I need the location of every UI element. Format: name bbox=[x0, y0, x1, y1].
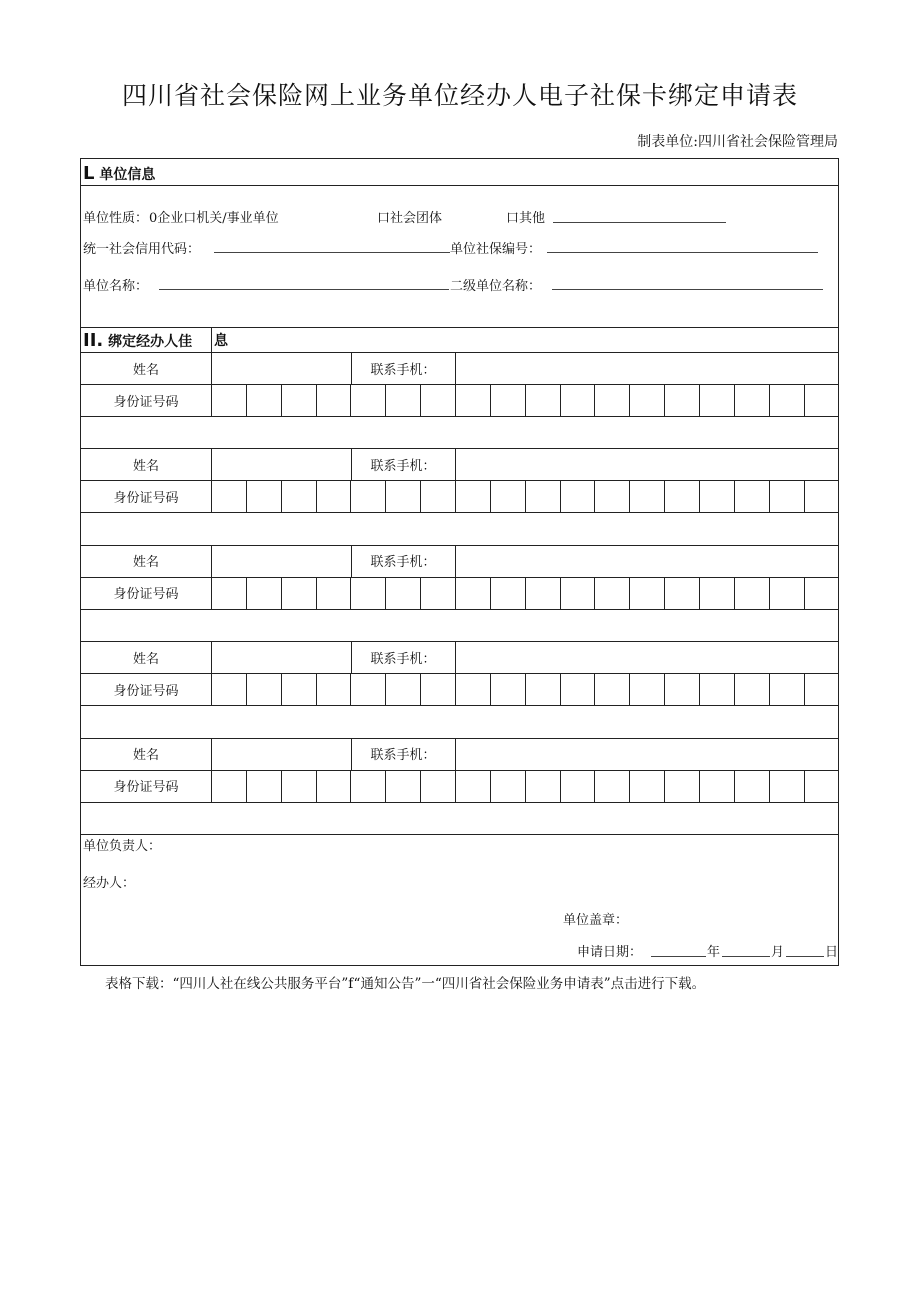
id-digit-box[interactable] bbox=[526, 770, 560, 802]
id-digit-box[interactable] bbox=[212, 770, 246, 802]
id-digit-box[interactable] bbox=[805, 480, 839, 512]
agent-name-field[interactable] bbox=[212, 641, 350, 673]
agent-id-label: 身份证号码 bbox=[113, 780, 179, 796]
id-digit-box[interactable] bbox=[212, 480, 246, 512]
id-digit-box[interactable] bbox=[630, 577, 664, 609]
agent-name-row bbox=[81, 448, 838, 480]
id-digit-box[interactable] bbox=[212, 673, 246, 705]
agent-phone-label: 联系手机： bbox=[370, 458, 436, 474]
agent-phone-label: 联系手机： bbox=[370, 362, 436, 378]
agent-name-label: 姓名 bbox=[132, 555, 159, 571]
maker-unit: 制表单位:四川省社会保险管理局 bbox=[637, 134, 838, 150]
nature-option-enterprise[interactable]: 0企业口机关/事业单位 bbox=[149, 211, 279, 226]
agent-name-row bbox=[81, 641, 838, 673]
id-digit-box[interactable] bbox=[561, 480, 595, 512]
page-title: 四川省社会保险网上业务单位经办人电子社保卡绑定申请表 bbox=[121, 81, 798, 110]
id-digit-box[interactable] bbox=[386, 673, 420, 705]
agent-label: 经办人： bbox=[83, 876, 136, 891]
id-digit-box[interactable] bbox=[770, 770, 804, 802]
agent-name-row bbox=[81, 352, 838, 384]
id-digit-box[interactable] bbox=[317, 577, 351, 609]
id-digit-box[interactable] bbox=[770, 384, 804, 416]
id-digit-box[interactable] bbox=[421, 577, 455, 609]
id-digit-box[interactable] bbox=[526, 577, 560, 609]
id-digit-box[interactable] bbox=[351, 384, 385, 416]
agent-id-row bbox=[81, 480, 838, 512]
id-digit-box[interactable] bbox=[595, 480, 629, 512]
id-digit-box[interactable] bbox=[735, 673, 769, 705]
id-digit-box[interactable] bbox=[630, 384, 664, 416]
agent-phone-field[interactable] bbox=[456, 641, 838, 673]
agent-phone-label: 联系手机： bbox=[370, 651, 436, 667]
id-digit-box[interactable] bbox=[491, 577, 525, 609]
agent-id-label: 身份证号码 bbox=[113, 683, 179, 699]
year-fill-line[interactable] bbox=[651, 956, 706, 957]
id-digit-box[interactable] bbox=[735, 480, 769, 512]
id-digit-box[interactable] bbox=[282, 480, 316, 512]
agent-id-label: 身份证号码 bbox=[113, 490, 179, 506]
unit-name-label: 单位名称： bbox=[83, 279, 149, 294]
id-digit-box[interactable] bbox=[561, 673, 595, 705]
agent-phone-field[interactable] bbox=[456, 448, 838, 480]
agent-name-label: 姓名 bbox=[132, 651, 159, 667]
id-digit-box[interactable] bbox=[421, 770, 455, 802]
id-digit-box[interactable] bbox=[351, 673, 385, 705]
id-digit-box[interactable] bbox=[282, 577, 316, 609]
agent-id-row bbox=[81, 384, 838, 416]
id-digit-box[interactable] bbox=[317, 480, 351, 512]
id-digit-box[interactable] bbox=[282, 384, 316, 416]
agent-id-row bbox=[81, 673, 838, 705]
id-digit-box[interactable] bbox=[700, 480, 734, 512]
agent-name-field[interactable] bbox=[212, 352, 350, 384]
section1-heading bbox=[83, 163, 155, 184]
id-digit-box[interactable] bbox=[561, 770, 595, 802]
section2-heading bbox=[83, 330, 192, 351]
agent-name-field[interactable] bbox=[212, 448, 350, 480]
id-digit-box[interactable] bbox=[247, 480, 281, 512]
id-digit-box[interactable] bbox=[700, 577, 734, 609]
id-digit-box[interactable] bbox=[421, 673, 455, 705]
id-digit-box[interactable] bbox=[491, 770, 525, 802]
id-digit-box[interactable] bbox=[735, 770, 769, 802]
id-digit-box[interactable] bbox=[421, 384, 455, 416]
id-digit-box[interactable] bbox=[735, 577, 769, 609]
id-digit-box[interactable] bbox=[247, 384, 281, 416]
id-digit-box[interactable] bbox=[595, 770, 629, 802]
id-digit-box[interactable] bbox=[282, 770, 316, 802]
agent-name-row bbox=[81, 545, 838, 577]
id-digit-box[interactable] bbox=[805, 673, 839, 705]
id-digit-box[interactable] bbox=[212, 384, 246, 416]
responsible-label: 单位负责人： bbox=[83, 839, 162, 854]
month-fill-line[interactable] bbox=[722, 956, 770, 957]
id-digit-box[interactable] bbox=[247, 673, 281, 705]
id-digit-box[interactable] bbox=[735, 384, 769, 416]
id-digit-box[interactable] bbox=[630, 770, 664, 802]
id-digit-box[interactable] bbox=[561, 577, 595, 609]
id-digit-box[interactable] bbox=[456, 480, 490, 512]
id-digit-box[interactable] bbox=[351, 480, 385, 512]
nature-option-other[interactable]: 口其他 bbox=[506, 211, 546, 226]
agent-id-label: 身份证号码 bbox=[113, 394, 179, 410]
section2-roman: II. bbox=[83, 330, 104, 351]
seal-label: 单位盖章： bbox=[563, 913, 629, 928]
section2-heading-text: 绑定经办人佳 bbox=[108, 334, 193, 350]
id-digit-box[interactable] bbox=[351, 770, 385, 802]
id-digit-box[interactable] bbox=[386, 577, 420, 609]
other-fill-line[interactable] bbox=[553, 222, 726, 223]
date-label: 申请日期： bbox=[577, 945, 643, 960]
id-digit-box[interactable] bbox=[770, 480, 804, 512]
unit-name-fill-line[interactable] bbox=[159, 289, 449, 290]
id-digit-box[interactable] bbox=[282, 673, 316, 705]
id-digit-box[interactable] bbox=[665, 673, 699, 705]
id-digit-box[interactable] bbox=[526, 384, 560, 416]
agent-phone-field[interactable] bbox=[456, 352, 838, 384]
agent-phone-label: 联系手机： bbox=[370, 748, 436, 764]
month-label: 月 bbox=[771, 945, 785, 960]
id-digit-box[interactable] bbox=[317, 384, 351, 416]
agent-phone-label: 联系手机： bbox=[370, 555, 436, 571]
credit-code-fill-line[interactable] bbox=[214, 252, 450, 253]
id-digit-box[interactable] bbox=[630, 480, 664, 512]
id-digit-box[interactable] bbox=[665, 577, 699, 609]
id-digit-box[interactable] bbox=[386, 770, 420, 802]
id-digit-box[interactable] bbox=[386, 480, 420, 512]
section1-heading-text: 单位信息 bbox=[99, 167, 156, 183]
id-digit-box[interactable] bbox=[665, 480, 699, 512]
section2-heading-tail: 息 bbox=[214, 333, 228, 349]
id-digit-box[interactable] bbox=[805, 770, 839, 802]
agent-id-row bbox=[81, 577, 838, 609]
id-digit-box[interactable] bbox=[421, 480, 455, 512]
ss-number-label: 单位社保编号： bbox=[450, 242, 542, 257]
id-digit-box[interactable] bbox=[526, 480, 560, 512]
id-digit-box[interactable] bbox=[700, 384, 734, 416]
application-form bbox=[80, 158, 839, 966]
id-digit-box[interactable] bbox=[665, 384, 699, 416]
id-digit-box[interactable] bbox=[595, 673, 629, 705]
agent-name-label: 姓名 bbox=[132, 458, 159, 474]
id-digit-box[interactable] bbox=[351, 577, 385, 609]
id-digit-box[interactable] bbox=[630, 673, 664, 705]
id-digit-box[interactable] bbox=[770, 577, 804, 609]
id-digit-box[interactable] bbox=[805, 577, 839, 609]
agent-id-label: 身份证号码 bbox=[113, 587, 179, 603]
id-digit-box[interactable] bbox=[247, 770, 281, 802]
id-digit-box[interactable] bbox=[700, 770, 734, 802]
id-digit-box[interactable] bbox=[247, 577, 281, 609]
id-digit-box[interactable] bbox=[456, 384, 490, 416]
download-note: 表格下载：“四川人社在线公共服务平台”f“通知公告”一“四川省社会保险业务申请表”点击进行下载。 bbox=[105, 976, 706, 992]
unit-nature-label: 单位性质： bbox=[83, 211, 149, 226]
agent-phone-field[interactable] bbox=[456, 545, 838, 577]
id-digit-box[interactable] bbox=[317, 673, 351, 705]
agent-name-field[interactable] bbox=[212, 738, 350, 770]
ss-number-fill-line[interactable] bbox=[547, 252, 818, 253]
id-digit-box[interactable] bbox=[770, 673, 804, 705]
agent-name-label: 姓名 bbox=[132, 748, 159, 764]
sub-unit-label: 二级单位名称： bbox=[450, 279, 542, 294]
year-label: 年 bbox=[707, 945, 721, 960]
id-digit-box[interactable] bbox=[526, 673, 560, 705]
id-digit-box[interactable] bbox=[561, 384, 595, 416]
id-digit-box[interactable] bbox=[456, 770, 490, 802]
id-digit-box[interactable] bbox=[595, 384, 629, 416]
id-digit-box[interactable] bbox=[595, 577, 629, 609]
id-digit-box[interactable] bbox=[456, 577, 490, 609]
agent-phone-field[interactable] bbox=[456, 738, 838, 770]
id-digit-box[interactable] bbox=[491, 673, 525, 705]
id-digit-box[interactable] bbox=[491, 384, 525, 416]
id-digit-box[interactable] bbox=[805, 384, 839, 416]
day-label: 日 bbox=[825, 945, 839, 960]
agent-name-label: 姓名 bbox=[132, 362, 159, 378]
id-digit-box[interactable] bbox=[456, 673, 490, 705]
id-digit-box[interactable] bbox=[665, 770, 699, 802]
id-digit-box[interactable] bbox=[317, 770, 351, 802]
nature-option-social-group[interactable]: 口社会团体 bbox=[377, 211, 443, 226]
id-digit-box[interactable] bbox=[212, 577, 246, 609]
sub-unit-fill-line[interactable] bbox=[552, 289, 823, 290]
agent-id-row bbox=[81, 770, 838, 802]
agent-name-row bbox=[81, 738, 838, 770]
credit-code-label: 统一社会信用代码： bbox=[83, 242, 201, 257]
id-digit-box[interactable] bbox=[386, 384, 420, 416]
agent-name-field[interactable] bbox=[212, 545, 350, 577]
id-digit-box[interactable] bbox=[491, 480, 525, 512]
section1-roman: L bbox=[83, 163, 95, 184]
day-fill-line[interactable] bbox=[786, 956, 824, 957]
id-digit-box[interactable] bbox=[700, 673, 734, 705]
